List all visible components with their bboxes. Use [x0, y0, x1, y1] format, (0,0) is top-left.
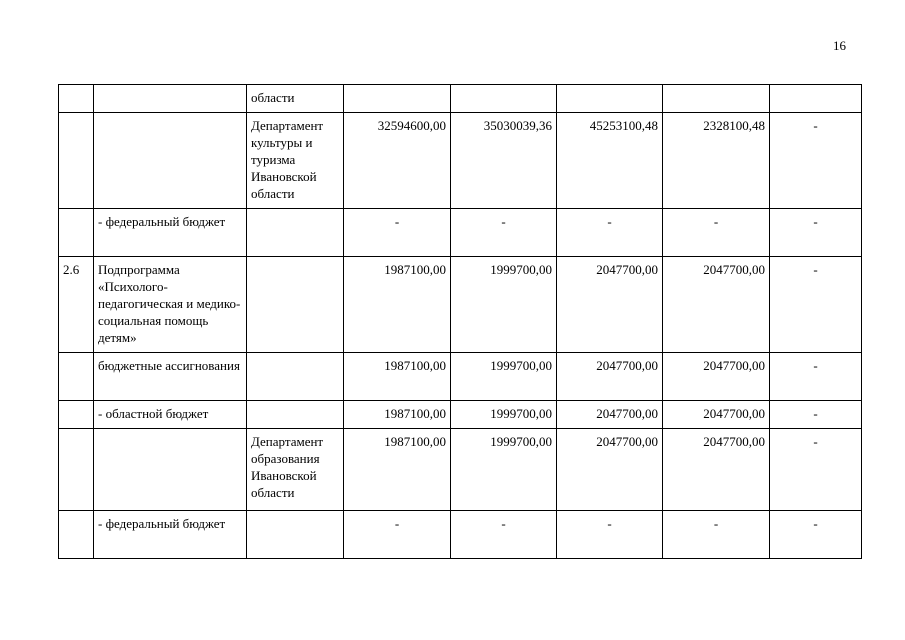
table-row	[59, 257, 862, 353]
table-row	[59, 401, 862, 429]
executor-cell	[247, 353, 344, 401]
row-name-cell	[94, 429, 247, 511]
value-cell-3: -	[557, 209, 663, 257]
row-name-cell	[94, 113, 247, 209]
row-number-cell: 2.6	[59, 257, 94, 353]
value-cell-5: -	[770, 209, 862, 257]
executor-cell: Департамент образования Ивановской области	[247, 429, 344, 511]
value-cell-4: 2047700,00	[663, 401, 770, 429]
value-cell-1: 1987100,00	[344, 257, 451, 353]
value-cell-3	[557, 85, 663, 113]
executor-cell: Департамент культуры и туризма Ивановской области	[247, 113, 344, 209]
value-cell-5	[770, 85, 862, 113]
value-cell-4: 2328100,48	[663, 113, 770, 209]
row-number-cell	[59, 113, 94, 209]
value-cell-5: -	[770, 257, 862, 353]
value-cell-1: 1987100,00	[344, 429, 451, 511]
value-cell-4: 2047700,00	[663, 429, 770, 511]
value-cell-1: -	[344, 511, 451, 559]
value-cell-3: 45253100,48	[557, 113, 663, 209]
value-cell-3: -	[557, 511, 663, 559]
value-cell-2: -	[451, 209, 557, 257]
value-cell-5: -	[770, 401, 862, 429]
value-cell-3: 2047700,00	[557, 257, 663, 353]
value-cell-5: -	[770, 113, 862, 209]
value-cell-1: 32594600,00	[344, 113, 451, 209]
table-row	[59, 511, 862, 559]
row-name-cell: бюджетные ассигнования	[94, 353, 247, 401]
executor-cell	[247, 511, 344, 559]
value-cell-2: 35030039,36	[451, 113, 557, 209]
value-cell-2: 1999700,00	[451, 429, 557, 511]
value-cell-1	[344, 85, 451, 113]
page-number: 16	[833, 38, 846, 53]
value-cell-2: -	[451, 511, 557, 559]
row-number-cell	[59, 511, 94, 559]
value-cell-5: -	[770, 353, 862, 401]
table-row	[59, 429, 862, 511]
value-cell-2: 1999700,00	[451, 257, 557, 353]
value-cell-5: -	[770, 511, 862, 559]
budget-table	[58, 84, 862, 559]
row-number-cell	[59, 209, 94, 257]
table-row	[59, 113, 862, 209]
executor-cell	[247, 401, 344, 429]
value-cell-3: 2047700,00	[557, 401, 663, 429]
value-cell-3: 2047700,00	[557, 353, 663, 401]
row-name-cell: - федеральный бюджет	[94, 511, 247, 559]
row-name-cell: - федеральный бюджет	[94, 209, 247, 257]
value-cell-2	[451, 85, 557, 113]
row-number-cell	[59, 401, 94, 429]
value-cell-4: 2047700,00	[663, 257, 770, 353]
row-name-cell	[94, 85, 247, 113]
value-cell-2: 1999700,00	[451, 401, 557, 429]
value-cell-2: 1999700,00	[451, 353, 557, 401]
row-number-cell	[59, 353, 94, 401]
value-cell-4: -	[663, 511, 770, 559]
value-cell-4: 2047700,00	[663, 353, 770, 401]
table-row	[59, 85, 862, 113]
row-number-cell	[59, 85, 94, 113]
value-cell-4: -	[663, 209, 770, 257]
executor-cell	[247, 209, 344, 257]
executor-cell: области	[247, 85, 344, 113]
row-name-cell: Подпрограмма «Психолого-педагогическая и медико-социальная помощь детям»	[94, 257, 247, 353]
value-cell-5: -	[770, 429, 862, 511]
row-number-cell	[59, 429, 94, 511]
value-cell-4	[663, 85, 770, 113]
value-cell-3: 2047700,00	[557, 429, 663, 511]
executor-cell	[247, 257, 344, 353]
table-row	[59, 209, 862, 257]
table-row	[59, 353, 862, 401]
value-cell-1: -	[344, 209, 451, 257]
value-cell-1: 1987100,00	[344, 401, 451, 429]
row-name-cell: - областной бюджет	[94, 401, 247, 429]
value-cell-1: 1987100,00	[344, 353, 451, 401]
